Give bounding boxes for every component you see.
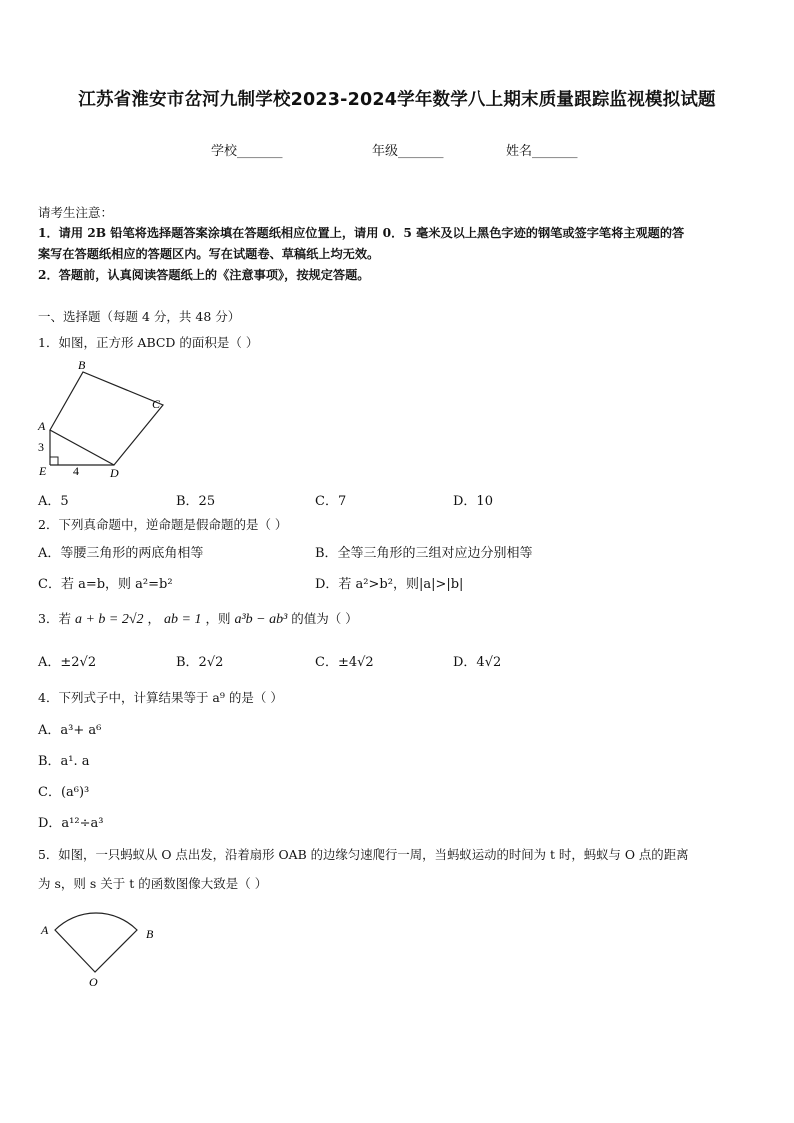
q3-equation-1: a + b = 2√2 <box>74 612 144 627</box>
q5-sector-figure <box>35 910 165 992</box>
q3-option-b: B．2√2 <box>176 655 224 670</box>
fig1-label-3: 3 <box>38 440 44 454</box>
q1-option-b: B．25 <box>176 494 216 509</box>
q3-stem-mid: ，则 <box>205 611 231 626</box>
fig1-label-B: B <box>78 358 86 372</box>
notice-heading: 请考生注意： <box>38 205 114 220</box>
q4-option-a: A．a³+ a⁶ <box>38 723 102 738</box>
q1-figure <box>30 355 180 483</box>
q2-option-d: D．若 a²>b²，则|a|>|b| <box>315 577 464 592</box>
q3-option-a: A．±2√2 <box>38 655 97 670</box>
notice-item-1b: 案写在答题纸相应的答题区内。写在试题卷、草稿纸上均无效。 <box>38 247 380 261</box>
fig5-label-O: O <box>89 975 98 989</box>
q3-option-d: D．4√2 <box>453 655 502 670</box>
q5-stem-line-2: 为 s，则 s 关于 t 的函数图像大致是（ ） <box>38 876 268 891</box>
q1-option-c: C．7 <box>315 494 347 509</box>
q2-option-c: C．若 a=b，则 a²=b² <box>38 577 173 592</box>
q2-stem: 2．下列真命题中，逆命题是假命题的是（ ） <box>38 517 288 532</box>
q5-stem-line-1: 5．如图，一只蚂蚁从 O 点出发，沿着扇形 OAB 的边缘匀速爬行一周，当蚂蚁运动的时间为 t 时，蚂蚁与 O 点的距离 <box>38 847 689 862</box>
q3-equation-2: ab = 1 <box>164 612 202 627</box>
fig1-label-4: 4 <box>73 464 79 478</box>
q1-option-d: D．10 <box>453 494 493 509</box>
q2-option-b: B．全等三角形的三组对应边分别相等 <box>315 546 533 561</box>
grade-field: 年级_______ <box>372 144 444 159</box>
fig1-label-A: A <box>38 419 46 433</box>
q3-stem-post: 的值为（ ） <box>291 611 358 626</box>
q3-expression: a³b − ab³ <box>234 612 288 627</box>
notice-item-1a: 1．请用 2B 铅笔将选择题答案涂填在答题纸相应位置上，请用 0．5 毫米及以上黑色字迹的钢笔或签字笔将主观题的答 <box>38 226 685 240</box>
fig1-label-C: C <box>152 397 161 411</box>
exam-title: 江苏省淮安市岔河九制学校2023-2024学年数学八上期末质量跟踪监视模拟试题 <box>78 90 716 110</box>
fig1-label-E: E <box>39 464 47 478</box>
q3-comma: ， <box>147 611 161 626</box>
fig5-label-A: A <box>41 923 49 937</box>
q3-stem-pre: 3．若 <box>38 611 71 626</box>
q2-option-a: A．等腰三角形的两底角相等 <box>38 546 204 561</box>
notice-item-2: 2．答题前，认真阅读答题纸上的《注意事项》，按规定答题。 <box>38 268 370 282</box>
q4-stem: 4．下列式子中，计算结果等于 a⁹ 的是（ ） <box>38 690 283 705</box>
q1-option-a: A．5 <box>38 494 69 509</box>
q1-stem: 1．如图，正方形 ABCD 的面积是（ ） <box>38 335 259 350</box>
q4-option-b: B．a¹. a <box>38 754 90 769</box>
q4-option-c: C．(a⁶)³ <box>38 785 90 800</box>
q3-option-c: C．±4√2 <box>315 655 374 670</box>
fig5-label-B: B <box>146 927 154 941</box>
section-heading: 一、选择题（每题 4 分，共 48 分） <box>38 309 241 324</box>
school-field: 学校_______ <box>211 144 283 159</box>
q3-stem <box>38 609 358 628</box>
fig1-label-D: D <box>110 466 119 480</box>
q4-option-d: D．a¹²÷a³ <box>38 816 104 831</box>
name-field: 姓名_______ <box>506 144 578 159</box>
